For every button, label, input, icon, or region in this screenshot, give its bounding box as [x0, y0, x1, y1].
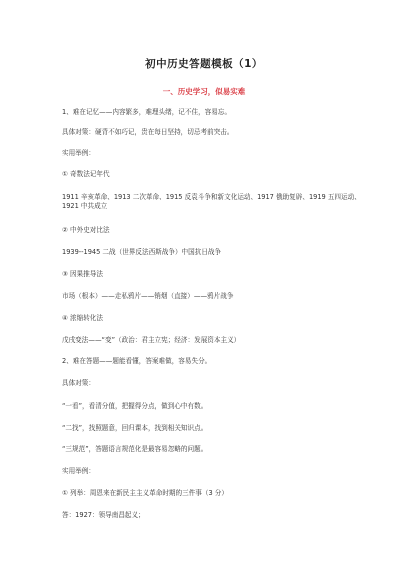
paragraph-line: 市场（根本）——走私鸦片——销烟（直接）——鸦片战争 — [62, 292, 234, 300]
paragraph-line: 实用举例： — [62, 149, 95, 157]
paragraph-line: ① 奇数法记年代 — [62, 170, 110, 178]
paragraph-line: “二找”，找照题意，回归课本，找到相关知识点。 — [62, 424, 208, 432]
paragraph-line: 1911 辛亥革命、1913 二次革命、1915 反袁斗争和新文化运动、1917 俄助复辟、1919 五四运动、1921 中共成立 — [62, 193, 361, 210]
paragraph-line: 1939--1945 二战（世界反法西斯战争）中国抗日战争 — [62, 248, 222, 256]
paragraph-line: ② 中外史对比法 — [62, 226, 110, 234]
paragraph-line: ① 列举：周恩来在新民主主义革命时期的三件事（3 分） — [62, 489, 228, 497]
document-title: 初中历史答题模板（1） — [145, 58, 263, 70]
paragraph-line: 2、难在答题——题能看懂，答案难做，容易失分。 — [62, 357, 212, 365]
paragraph-line: 答：1927：领导南昌起义； — [62, 511, 145, 519]
section-heading: 一、历史学习，似易实难 — [162, 87, 246, 96]
paragraph-line: “一看”，看清分值，把握得分点，做到心中有数。 — [62, 402, 208, 410]
paragraph-line: ③ 因果推导法 — [62, 270, 103, 278]
paragraph-line: ④ 浓缩转化法 — [62, 314, 103, 322]
paragraph-line: 实用举例： — [62, 467, 95, 475]
paragraph-line: 具体对策： — [62, 379, 95, 387]
paragraph-line: 戊戌变法——“变”（政治：君主立宪；经济：发展资本主义） — [62, 336, 241, 344]
paragraph-line: 具体对策：硬背不如巧记，贵在每日坚持，切忌考前突击。 — [62, 128, 234, 136]
paragraph-line: “三规范”，答题语言规范化是最容易忽略的问题。 — [62, 445, 208, 453]
paragraph-line: 1、难在记忆——内容繁多，难理头绪，记不住，容易忘。 — [62, 108, 232, 116]
